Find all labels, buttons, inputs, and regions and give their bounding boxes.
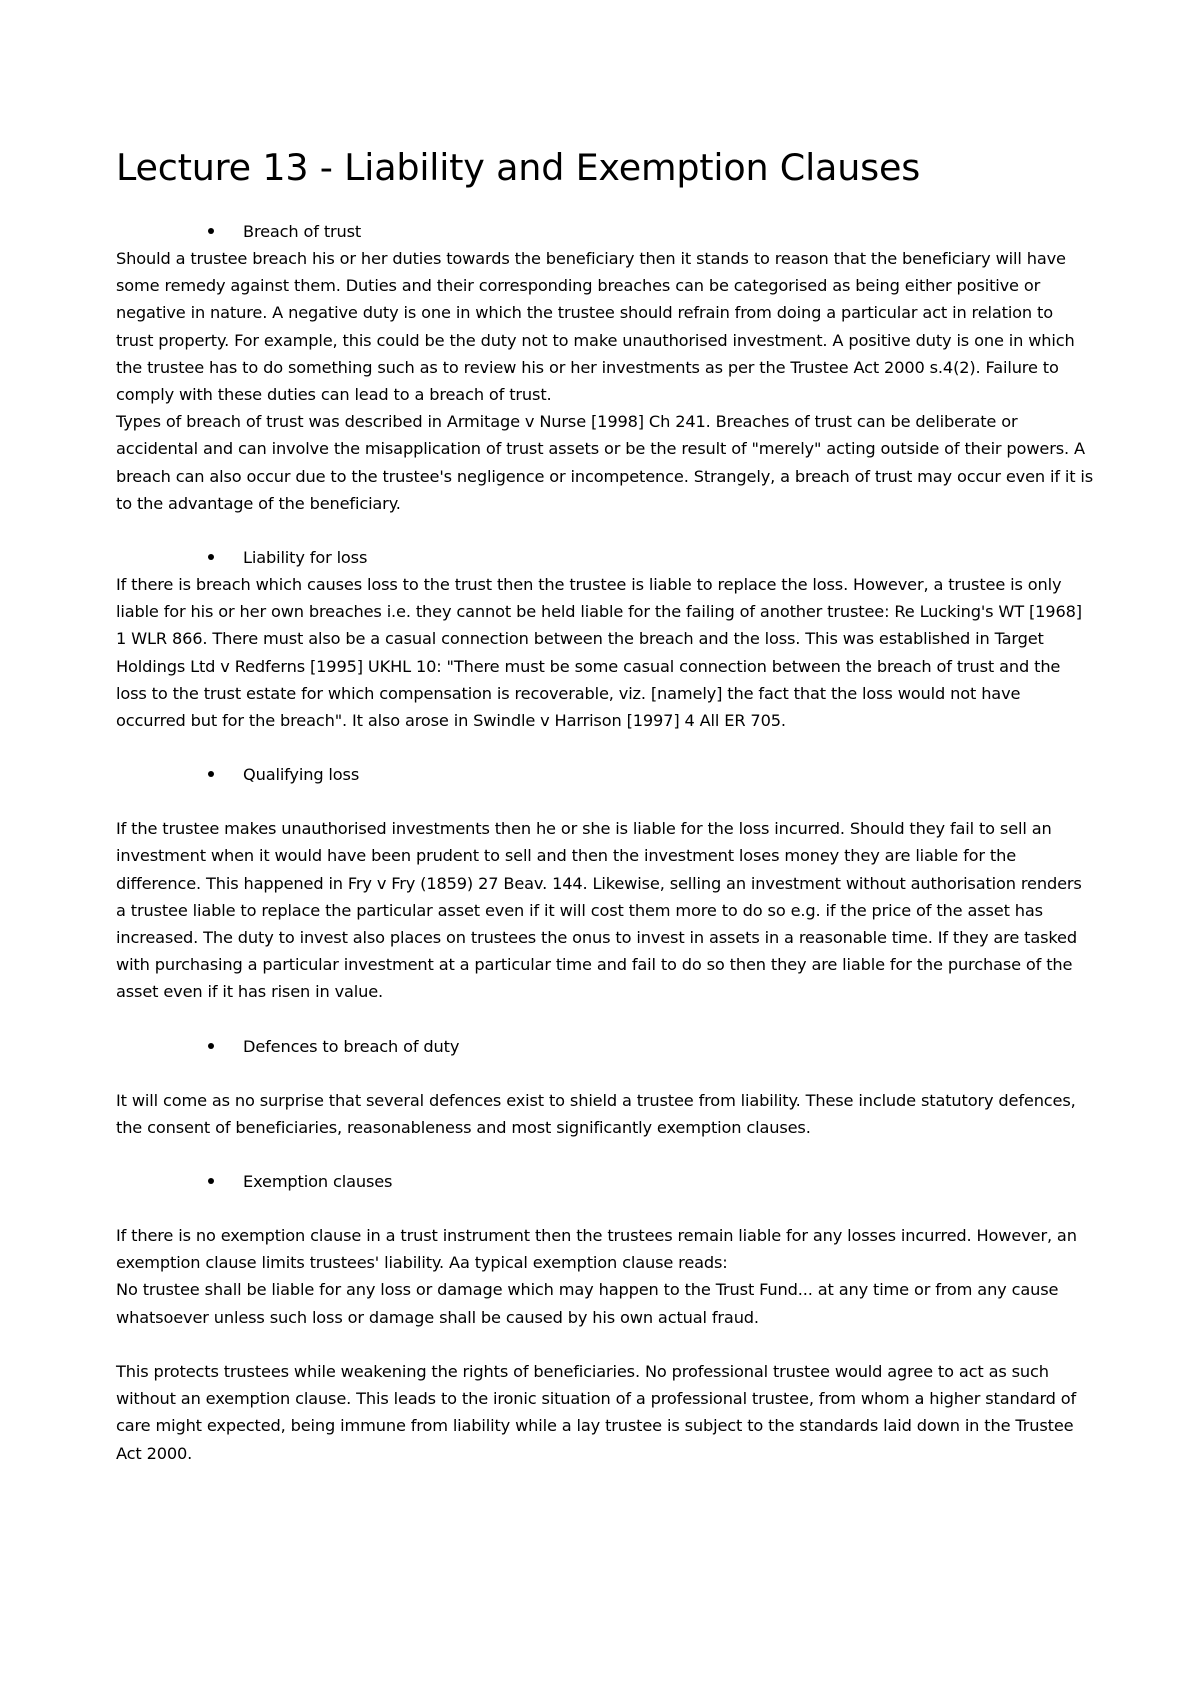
bullet-heading	[116, 1033, 1094, 1060]
section-heading: Defences to breach of duty	[243, 1036, 460, 1056]
bullet-icon	[208, 228, 214, 234]
paragraph: If there is breach which causes loss to the trust then the trustee is liable to replace the loss. However, a trustee is only liable for his or her own breaches i.e. they cannot be held liable for the failing of another trustee: Re Lucking's WT [1968] 1 WLR 866. There must also be a casual connection between the breach and the loss. This was established in Target Holdings Ltd v Redferns [1995] UKHL 10: "There must be some casual connection between the breach of trust and the loss to the trust estate for which compensation is recoverable, viz. [namely] the fact that the loss would not have occurred but for the breach". It also arose in Swindle v Harrison [1997] 4 All ER 705.	[116, 575, 1082, 731]
quoted-clause: No trustee shall be liable for any loss or damage which may happen to the Trust Fund... at any time or from any cause whatsoever unless such loss or damage shall be caused by his own actual fraud.	[116, 1280, 1059, 1327]
section-heading: Exemption clauses	[243, 1172, 393, 1192]
section-heading: Liability for loss	[243, 548, 368, 568]
bullet-icon	[208, 1043, 214, 1049]
bullet-icon	[208, 1178, 214, 1184]
paragraph: If the trustee makes unauthorised investments then he or she is liable for the loss incurred. Should they fail to sell an investment when it would have been prudent to sell and then the investment loses money they are liable for the difference. This happened in Fry v Fry (1859) 27 Beav. 144. Likewise, selling an investment without authorisation renders a trustee liable to replace the particular asset even if it will cost them more to do so e.g. if the price of the asset has increased. The duty to invest also places on trustees the onus to invest in assets in a reasonable time. If they are tasked with purchasing a particular investment at a particular time and fail to do so then they are liable for the purchase of the asset even if it has risen in value.	[116, 819, 1082, 1002]
section-qualifying-loss	[116, 761, 1094, 1005]
section-heading: Breach of trust	[243, 222, 362, 241]
page-title: Lecture 13 - Liability and Exemption Clauses	[116, 146, 921, 189]
section-heading: Qualifying loss	[243, 765, 360, 785]
paragraph: It will come as no surprise that several defences exist to shield a trustee from liability. These include statutory defences, the consent of beneficiaries, reasonableness and most significantly exemption clauses.	[116, 1090, 1076, 1137]
bullet-heading	[116, 1168, 1094, 1195]
section-exemption-clauses	[116, 1168, 1094, 1467]
bullet-heading	[116, 544, 1094, 571]
bullet-icon	[208, 554, 214, 560]
bullet-heading	[116, 761, 1094, 788]
document-page	[116, 138, 1094, 1467]
bullet-icon	[208, 771, 214, 777]
section-defences	[116, 1033, 1094, 1141]
bullet-heading	[116, 218, 1094, 245]
section-liability-for-loss	[116, 544, 1094, 734]
paragraph: Should a trustee breach his or her duties towards the beneficiary then it stands to reason that the beneficiary will have some remedy against them. Duties and their corresponding breaches can be categorised as being either positive or negative in nature. A negative duty is one in which the trustee should refrain from doing a particular act in relation to trust property. For example, this could be the duty not to make unauthorised investment. A positive duty is one in which the trustee has to do something such as to review his or her investments as per the Trustee Act 2000 s.4(2). Failure to comply with these duties can lead to a breach of trust.	[116, 249, 1075, 405]
paragraph: If there is no exemption clause in a trust instrument then the trustees remain liable for any losses incurred. However, an exemption clause limits trustees' liability. Aa typical exemption clause reads:	[116, 1226, 1077, 1273]
paragraph: Types of breach of trust was described in Armitage v Nurse [1998] Ch 241. Breaches of trust can be deliberate or accidental and can involve the misapplication of trust assets or be the result of "merely" acting outside of their powers. A breach can also occur due to the trustee's negligence or incompetence. Strangely, a breach of trust may occur even if it is to the advantage of the beneficiary.	[116, 412, 1094, 513]
paragraph: This protects trustees while weakening the rights of beneficiaries. No professional trustee would agree to act as such without an exemption clause. This leads to the ironic situation of a professional trustee, from whom a higher standard of care might expected, being immune from liability while a lay trustee is subject to the standards laid down in the Trustee Act 2000.	[116, 1361, 1077, 1463]
section-breach-of-trust	[116, 218, 1094, 517]
